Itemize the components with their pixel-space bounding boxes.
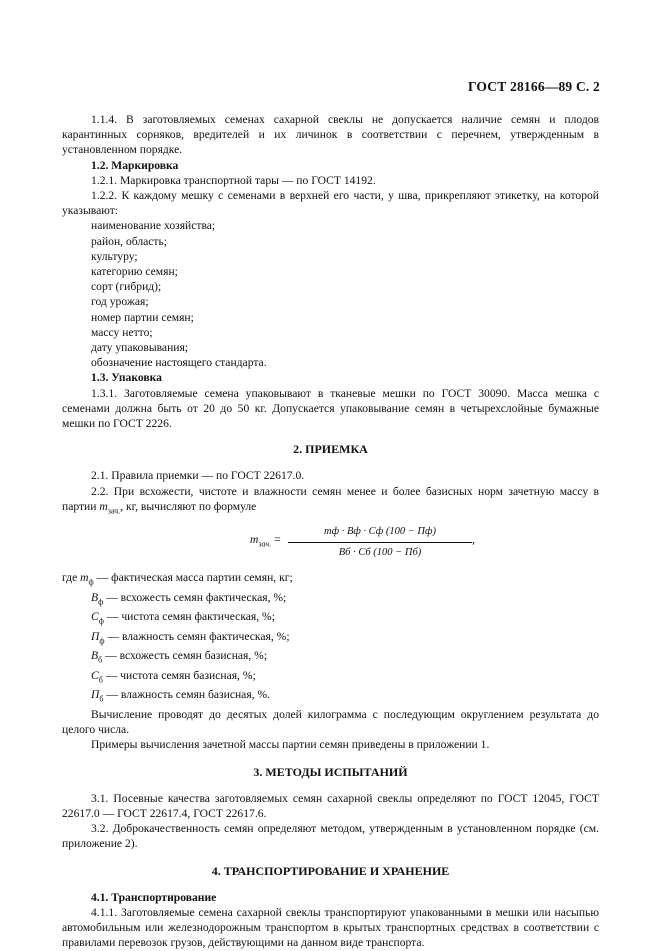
legend-text: — всхожесть семян базисная, %;	[102, 649, 268, 663]
list-item: дату упаковывания;	[91, 341, 189, 355]
formula-numerator: mф · Bф · Сф (100 − Пф)	[324, 526, 436, 538]
formula-fraction	[288, 524, 472, 559]
legend-subscript: ф	[98, 616, 104, 626]
list-item: сорт (гибрид);	[91, 280, 162, 294]
paragraph-calculation: Вычисление проводят до десятых долей килограмма с последующим округлением результата до целого числа.	[62, 708, 599, 737]
legend-symbol: П	[91, 688, 100, 702]
paragraph-2-2-tail: , кг, вычисляют по формуле	[120, 499, 257, 513]
section-2-heading: 2. ПРИЕМКА	[293, 442, 368, 457]
subheading-4-1: 4.1. Транспортирование	[91, 890, 217, 904]
legend-item	[62, 629, 599, 649]
section-3-heading: 3. МЕТОДЫ ИСПЫТАНИЙ	[253, 764, 408, 779]
legend-text: — влажность семян фактическая, %;	[104, 629, 290, 643]
legend-subscript: ф	[98, 597, 104, 607]
list-item: обозначение настоящего стандарта.	[91, 356, 267, 370]
list-item: категорию семян;	[91, 265, 178, 279]
formula-lhs	[250, 532, 281, 552]
legend-symbol: С	[91, 610, 99, 624]
legend-symbol: m	[80, 571, 89, 585]
list-item: культуру;	[91, 249, 138, 263]
formula-lhs-symbol: m	[250, 533, 259, 547]
paragraph-2-2	[62, 484, 599, 519]
legend-text: — чистота семян фактическая, %;	[103, 610, 275, 624]
paragraph-2-2-text: 2.2. При всхожести, чистоте и влажности семян менее и более базисных норм зачетную массу в партии	[62, 484, 599, 513]
legend-symbol: С	[91, 668, 99, 682]
legend-text: — фактическая масса партии семян, кг;	[93, 571, 293, 585]
legend-symbol: П	[91, 629, 100, 643]
formula-lhs-subscript: зач.	[258, 539, 272, 549]
paragraph-3-1: 3.1. Посевные качества заготовляемых семян сахарной свеклы определяют по ГОСТ 12045, ГОСТ 22617.0 — ГОСТ 22617.4, ГОСТ 22617.6.	[62, 791, 599, 821]
subheading-1-3: 1.3. Упаковка	[91, 371, 162, 385]
section-4-heading: 4. ТРАНСПОРТИРОВАНИЕ И ХРАНЕНИЕ	[211, 863, 450, 878]
subheading-1-2: 1.2. Маркировка	[91, 158, 179, 172]
variable-m: m	[99, 499, 108, 513]
legend-item	[62, 648, 599, 668]
legend-item	[62, 609, 599, 629]
legend-subscript: б	[98, 675, 103, 685]
legend-subscript: ф	[88, 577, 94, 587]
label-items-list	[62, 218, 599, 370]
legend-symbol: B	[91, 649, 99, 663]
formula-equals: =	[271, 533, 281, 547]
list-item: год урожая;	[91, 295, 149, 309]
formula-denominator: Bб · Сб (100 − Пб)	[338, 546, 422, 558]
legend-subscript: б	[98, 655, 103, 665]
paragraph-1-3-1: 1.3.1. Заготовляемые семена упаковывают в тканевые мешки по ГОСТ 30090. Масса мешка с семенами должна быть от 20 до 50 кг. Допускается упаковывание семян в четырехслойные бумажные мешки по ГОСТ 2226.	[62, 386, 599, 431]
list-item: номер партии семян;	[91, 310, 194, 324]
legend-text: — чистота семян базисная, %;	[102, 668, 256, 682]
paragraph-4-1-1: 4.1.1. Заготовляемые семена сахарной свеклы транспортируют упакованными в мешки или насыпью автомобильным или железнодорожным транспортом в крытых транспортных средствах в соответствии с правилами перевозок грузов, действующими на данном виде транспорта.	[62, 906, 599, 950]
paragraph-examples: Примеры вычисления зачетной массы партии семян приведены в приложении 1.	[91, 738, 490, 752]
paragraph-1-2-2: 1.2.2. К каждому мешку с семенами в верхней его части, у шва, прикрепляют этикетку, на которой указывают:	[62, 189, 599, 218]
formula	[62, 524, 599, 570]
list-item: наименование хозяйства;	[91, 219, 216, 233]
list-item: район, область;	[91, 234, 168, 248]
variable-subscript: зач.	[107, 506, 121, 516]
page-header: ГОСТ 28166—89 С. 2	[467, 79, 600, 94]
paragraph-2-1: 2.1. Правила приемки — по ГОСТ 22617.0.	[91, 469, 305, 483]
legend-subscript: б	[99, 694, 104, 704]
legend-item	[62, 570, 599, 590]
paragraph-1-2-1: 1.2.1. Маркировка транспортной тары — по ГОСТ 14192.	[91, 173, 376, 187]
legend-item	[62, 590, 599, 610]
legend-item	[62, 687, 599, 707]
legend-item	[62, 668, 599, 688]
paragraph-1-1-4: 1.1.4. В заготовляемых семенах сахарной свеклы не допускается наличие семян и плодов карантинных сорняков, вредителей и их личинок в соответствии с перечнем, утвержденным в установленном порядке.	[62, 113, 599, 157]
fraction-bar	[288, 542, 472, 543]
list-item: массу нетто;	[91, 325, 153, 339]
legend-prefix: где	[62, 571, 81, 585]
legend-symbol: B	[91, 590, 99, 604]
formula-legend	[62, 570, 599, 707]
paragraph-3-2: 3.2. Доброкачественность семян определяют методом, утвержденным в установленном порядке (см. приложение 2).	[62, 822, 599, 851]
legend-subscript: ф	[99, 636, 105, 646]
legend-text: — влажность семян базисная, %.	[103, 688, 271, 702]
document-body	[62, 112, 599, 951]
legend-text: — всхожесть семян фактическая, %;	[103, 590, 287, 604]
formula-comma: ,	[472, 533, 475, 547]
